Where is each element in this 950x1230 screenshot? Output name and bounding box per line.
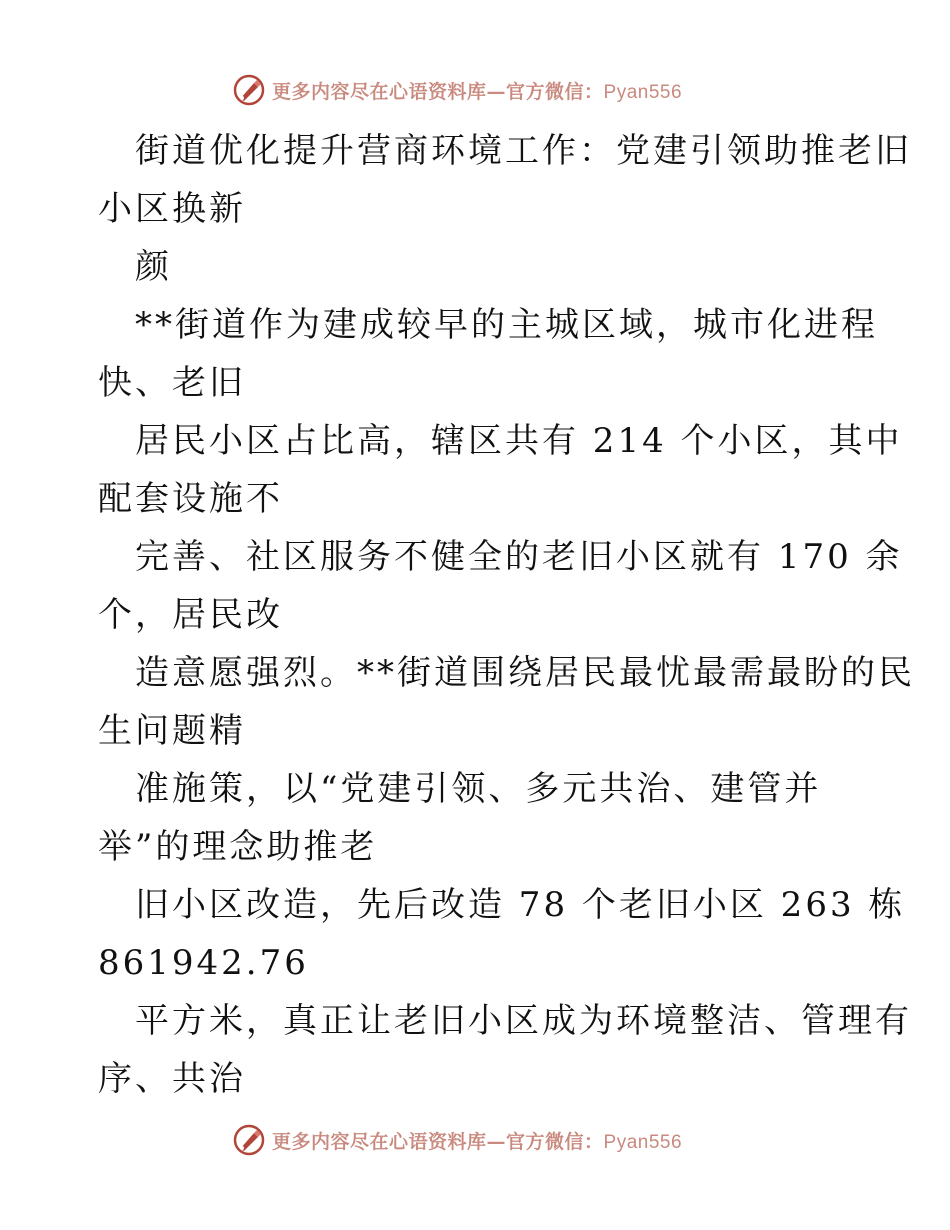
text-line: 序、共治 <box>98 1059 246 1099</box>
text-line: 颜 <box>135 247 172 287</box>
text-line: 旧小区改造，先后改造 78 个老旧小区 263 栋 <box>135 885 906 925</box>
text-line: 举”的理念助推老 <box>98 827 378 867</box>
text-line: 街道优化提升营商环境工作：党建引领助推老旧 <box>135 131 912 171</box>
pen-logo-icon <box>232 1123 266 1157</box>
text-line: 配套设施不 <box>98 479 283 519</box>
text-line: 平方米，真正让老旧小区成为环境整洁、管理有 <box>135 1001 912 1041</box>
text-line: 居民小区占比高，辖区共有 214 个小区，其中 <box>135 421 903 461</box>
text-line: 快、老旧 <box>98 363 246 403</box>
watermark-header <box>232 72 682 108</box>
text-line: 861942.76 <box>98 943 309 983</box>
text-line: **街道作为建成较早的主城区域，城市化进程 <box>135 305 878 345</box>
watermark-footer <box>232 1122 682 1158</box>
watermark-text: 更多内容尽在心语资料库—官方微信：Pyan556 <box>272 80 683 103</box>
watermark-wechat-id: Pyan556 <box>603 1131 683 1153</box>
watermark-text: 更多内容尽在心语资料库—官方微信：Pyan556 <box>272 1130 683 1153</box>
watermark-wechat-id: Pyan556 <box>603 81 683 103</box>
text-line: 完善、社区服务不健全的老旧小区就有 170 余 <box>135 537 903 577</box>
pen-logo-icon <box>232 73 266 107</box>
text-line: 个，居民改 <box>98 595 283 635</box>
text-line: 小区换新 <box>98 189 246 229</box>
text-line: 准施策，以“党建引领、多元共治、建管并 <box>135 769 822 809</box>
text-line: 生问题精 <box>98 711 246 751</box>
text-line: 造意愿强烈。**街道围绕居民最忧最需最盼的民 <box>135 653 915 693</box>
